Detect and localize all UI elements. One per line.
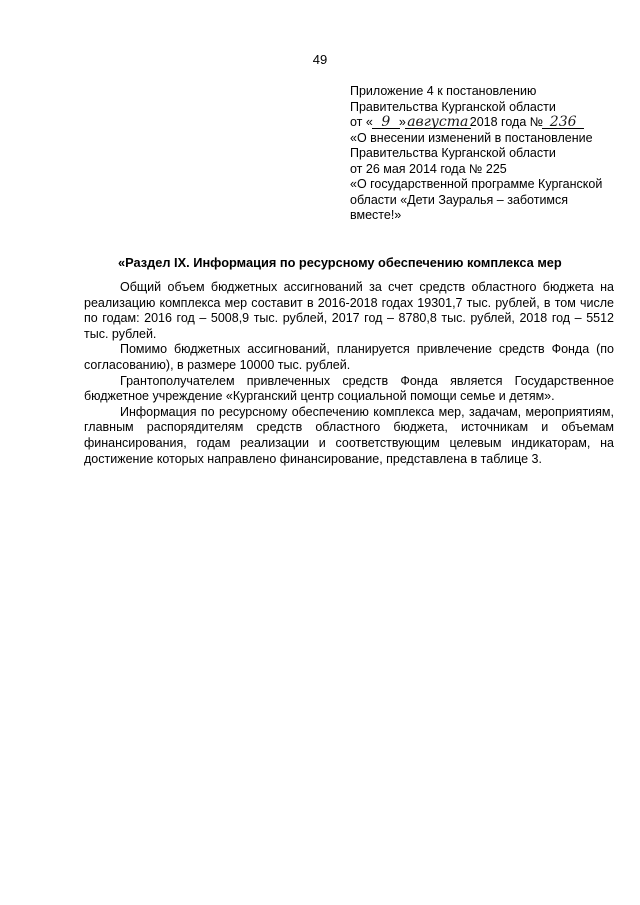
appendix-header: [350, 84, 620, 224]
appendix-line-1: Приложение 4 к постановлению: [350, 84, 537, 98]
appendix-line-6: от 26 мая 2014 года № 225: [350, 161, 507, 176]
paragraph-budget-total: Общий объем бюджетных ассигнований за счет средств областного бюджета на реализацию комплекса мер составит в 2016-2018 годах 19301,7 тыс. рублей, в том числе по годам: 2016 год – 5008,9 тыс. рублей, 2017 год – 8780,8 тыс. рублей, 2018 год – 5512 тыс. рублей.: [84, 280, 614, 341]
section-heading: «Раздел IX. Информация по ресурсному обеспечению комплекса мер: [118, 255, 562, 270]
handwritten-month: августа: [407, 114, 469, 130]
handwritten-day: 9: [373, 115, 399, 131]
handwritten-doc-number: 236: [543, 115, 583, 131]
appendix-line-8: области «Дети Зауралья – заботимся: [350, 192, 569, 207]
paragraph-grant-recipient: Грантополучателем привлеченных средств Фонда является Государственное бюджетное учреждение «Курганский центр социальной помощи семье и детям».: [84, 373, 614, 404]
appendix-date-line: [350, 115, 620, 131]
appendix-line-4: «О внесении изменений в постановление: [350, 130, 593, 145]
appendix-line-9: вместе!»: [350, 208, 402, 222]
appendix-line-7: «О государственной программе Курганской: [350, 177, 603, 191]
body-text: [84, 280, 614, 467]
date-prefix: от «: [350, 115, 373, 129]
paragraph-table-reference: Информация по ресурсному обеспечению комплекса мер, задачам, мероприятиям, главным распорядителям средств областного бюджета, источникам и объемам финансирования, годам реализации и соответствующим целевым индикаторам, на достижение которых направлено финансирование, представлена в таблице 3.: [84, 404, 614, 466]
date-year: 2018 года №: [469, 115, 544, 129]
paragraph-fund-attraction: Помимо бюджетных ассигнований, планируется привлечение средств Фонда (по согласованию), в размере 10000 тыс. рублей.: [84, 342, 614, 372]
date-mid: »: [398, 115, 406, 129]
page-number: 49: [312, 52, 328, 67]
appendix-line-5: Правительства Курганской области: [350, 146, 556, 160]
appendix-line-2: Правительства Курганской области: [350, 99, 556, 114]
